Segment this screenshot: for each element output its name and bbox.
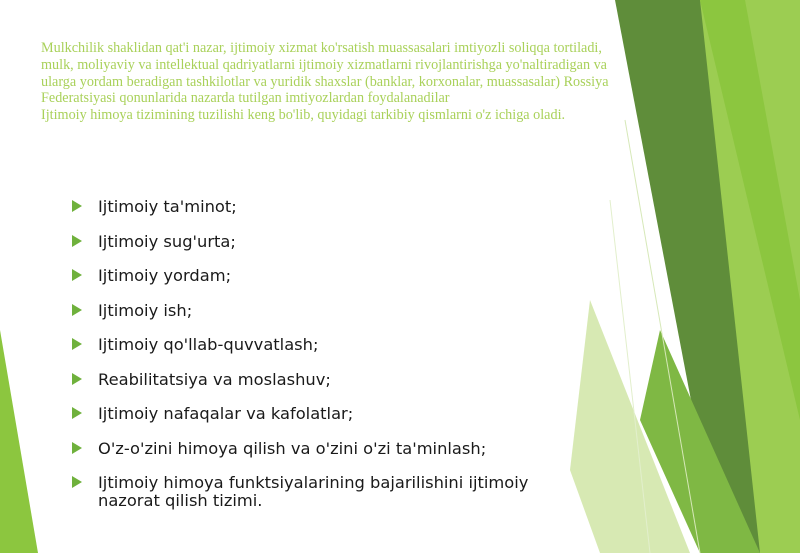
list-item: [72, 405, 592, 423]
triangle-bullet-icon: [72, 373, 82, 385]
list-item: [72, 336, 592, 354]
list-item: [72, 371, 592, 389]
intro-paragraph-2: Ijtimoiy himoya tizimining tuzilishi keng bo'lib, quyidagi tarkibiy qismlarni o'z ichiga oladi.: [41, 107, 566, 124]
triangle-bullet-icon: [72, 304, 82, 316]
list-item-label: Ijtimoiy himoya funktsiyalarining bajarilishini ijtimoiy nazorat qilish tizimi.: [98, 473, 529, 510]
list-item: [72, 440, 592, 458]
list-item-label: O'z-o'zini himoya qilish va o'zini o'zi ta'minlash;: [98, 438, 487, 458]
triangle-bullet-icon: [72, 442, 82, 454]
list-item-label: Ijtimoiy nafaqalar va kafolatlar;: [98, 404, 354, 423]
list-item-label: Reabilitatsiya va moslashuv;: [98, 369, 331, 389]
list-item: [72, 198, 592, 216]
list-item: [72, 474, 592, 510]
intro-text: [41, 40, 613, 124]
intro-paragraph-1: Mulkchilik shaklidan qat'i nazar, ijtimoiy xizmat ko'rsatish muassasalari imtiyozli soliqqa tortiladi, mulk, moliyaviy va intellektual qadriyatlarni ijtimoiy xizmatlarni rivojlantirishga yo'naltiradigan va ularga yordam beradigan tashkilotlar va yuridik shaxslar (banklar, korxonalar, muassasalar) Rossiya Federatsiyasi qonunlarida nazarda tutilgan imtiyozlardan foydalanadilar: [41, 40, 609, 107]
list-item-label: Ijtimoiy ta'minot;: [98, 197, 237, 216]
list-item-label: Ijtimoiy ish;: [98, 300, 193, 320]
list-item-label: Ijtimoiy sug'urta;: [98, 231, 236, 251]
triangle-bullet-icon: [72, 476, 82, 488]
list-item: [72, 267, 592, 285]
triangle-bullet-icon: [72, 338, 82, 350]
list-item-label: Ijtimoiy yordam;: [98, 266, 232, 285]
list-item: [72, 233, 592, 251]
triangle-bullet-icon: [72, 407, 82, 419]
component-list: [72, 198, 592, 527]
triangle-bullet-icon: [72, 235, 82, 247]
left-corner-stripe: [0, 330, 38, 553]
list-item-label: Ijtimoiy qo'llab-quvvatlash;: [98, 335, 319, 354]
triangle-bullet-icon: [72, 269, 82, 281]
list-item: [72, 302, 592, 320]
triangle-bullet-icon: [72, 200, 82, 212]
